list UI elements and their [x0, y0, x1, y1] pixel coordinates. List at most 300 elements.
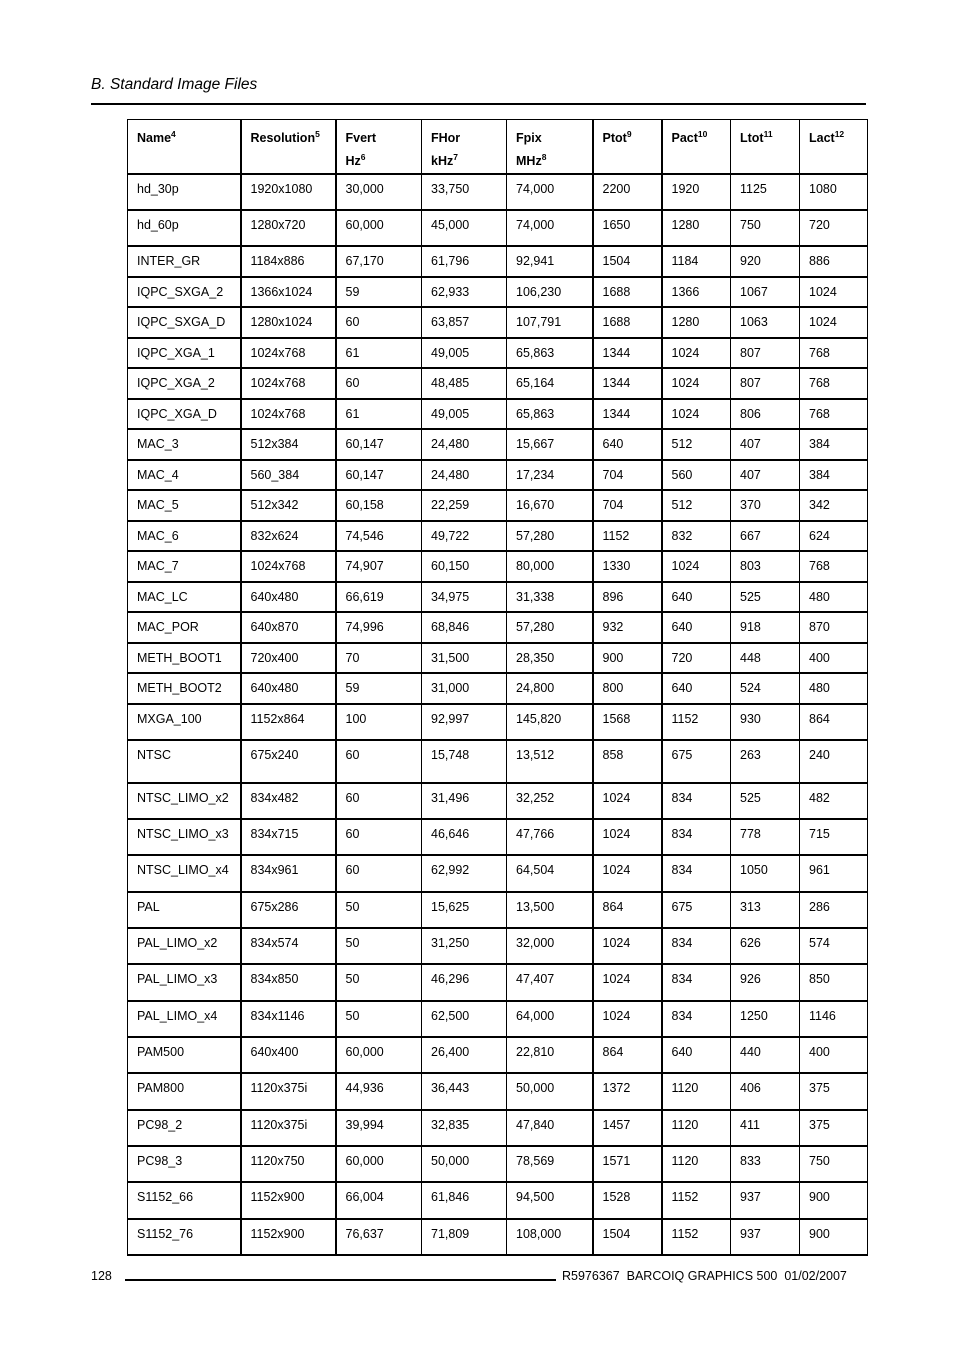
table-row — [128, 429, 868, 460]
table-cell: 32,835 — [422, 1110, 507, 1146]
document-reference: R5976367 BARCOIQ GRAPHICS 500 01/02/2007 — [562, 1269, 847, 1283]
table-cell: 1250 — [731, 1001, 800, 1037]
table-row — [128, 210, 868, 246]
table-cell: 60,147 — [336, 460, 422, 490]
table-header-row — [128, 120, 868, 175]
table-cell: 1067 — [731, 277, 800, 307]
table-cell: 313 — [731, 892, 800, 928]
column-header — [422, 120, 507, 175]
table-cell: IQPC_SXGA_2 — [128, 277, 241, 307]
table-cell: 31,000 — [422, 673, 507, 704]
table-cell: 13,500 — [507, 892, 593, 928]
table-cell: 937 — [731, 1219, 800, 1255]
table-cell: 74,907 — [336, 551, 422, 582]
table-cell: 15,625 — [422, 892, 507, 928]
table-cell: 1920x1080 — [241, 174, 336, 210]
table-cell: 34,975 — [422, 582, 507, 612]
table-cell: 640 — [593, 429, 662, 460]
table-cell: 384 — [800, 460, 868, 490]
table-cell: 750 — [731, 210, 800, 246]
table-cell: 1344 — [593, 368, 662, 399]
table-cell: 74,546 — [336, 521, 422, 551]
table-cell: 400 — [800, 643, 868, 673]
table-cell: 1063 — [731, 307, 800, 338]
table-cell: 60 — [336, 740, 422, 783]
table-cell: 1920 — [662, 174, 731, 210]
table-cell: 16,670 — [507, 490, 593, 521]
table-cell: 61,846 — [422, 1182, 507, 1219]
table-cell: 640 — [662, 673, 731, 704]
table-cell: 834x850 — [241, 964, 336, 1001]
table-cell: 1024 — [662, 551, 731, 582]
table-row — [128, 1146, 868, 1182]
table-row — [128, 704, 868, 740]
table-cell: NTSC_LIMO_x3 — [128, 819, 241, 855]
table-cell: 640x480 — [241, 673, 336, 704]
table-cell: 62,933 — [422, 277, 507, 307]
table-cell: 834x715 — [241, 819, 336, 855]
table-cell: 62,500 — [422, 1001, 507, 1037]
table-cell: 94,500 — [507, 1182, 593, 1219]
table-cell: 15,748 — [422, 740, 507, 783]
table-cell: 440 — [731, 1037, 800, 1073]
table-cell: 482 — [800, 783, 868, 819]
table-cell: 60,000 — [336, 1037, 422, 1073]
table-cell: 50,000 — [507, 1073, 593, 1110]
table-cell: 574 — [800, 928, 868, 964]
table-cell: 100 — [336, 704, 422, 740]
table-cell: 60 — [336, 307, 422, 338]
table-cell: PAL — [128, 892, 241, 928]
table-cell: 932 — [593, 612, 662, 643]
table-cell: 71,809 — [422, 1219, 507, 1255]
table-cell: 832x624 — [241, 521, 336, 551]
table-cell: 1568 — [593, 704, 662, 740]
table-cell: 24,480 — [422, 429, 507, 460]
column-header — [800, 120, 868, 175]
table-cell: 286 — [800, 892, 868, 928]
table-row — [128, 307, 868, 338]
table-row — [128, 399, 868, 429]
table-cell: 448 — [731, 643, 800, 673]
table-cell: 407 — [731, 429, 800, 460]
footer-rule — [125, 1279, 556, 1281]
table-cell: 78,569 — [507, 1146, 593, 1182]
table-cell: 834 — [662, 928, 731, 964]
table-cell: 720 — [800, 210, 868, 246]
table-cell: 22,259 — [422, 490, 507, 521]
table-cell: 768 — [800, 368, 868, 399]
footnote-ref: 6 — [360, 152, 366, 162]
table-cell: 407 — [731, 460, 800, 490]
table-cell: 74,000 — [507, 174, 593, 210]
table-cell: 1024 — [662, 338, 731, 368]
table-cell: 32,000 — [507, 928, 593, 964]
table-cell: 1024 — [593, 964, 662, 1001]
table-cell: 926 — [731, 964, 800, 1001]
column-label: Pact — [671, 131, 698, 145]
table-cell: 57,280 — [507, 612, 593, 643]
table-cell: 240 — [800, 740, 868, 783]
table-cell: 49,005 — [422, 338, 507, 368]
table-cell: 31,338 — [507, 582, 593, 612]
table-cell: 1344 — [593, 338, 662, 368]
table-row — [128, 1001, 868, 1037]
table-cell: 834 — [662, 819, 731, 855]
table-row — [128, 582, 868, 612]
table-cell: 1120x375i — [241, 1073, 336, 1110]
table-cell: 961 — [800, 855, 868, 892]
table-cell: 1280 — [662, 307, 731, 338]
table-cell: 1688 — [593, 277, 662, 307]
table-cell: 1120 — [662, 1073, 731, 1110]
table-cell: 900 — [593, 643, 662, 673]
table-cell: 31,496 — [422, 783, 507, 819]
table-cell: 675x240 — [241, 740, 336, 783]
table-cell: 46,296 — [422, 964, 507, 1001]
table-cell: 1024 — [593, 1001, 662, 1037]
table-cell: 61 — [336, 399, 422, 429]
table-cell: 32,252 — [507, 783, 593, 819]
table-cell: 1024 — [593, 928, 662, 964]
table-cell: 918 — [731, 612, 800, 643]
column-header — [662, 120, 731, 175]
column-header — [128, 120, 241, 175]
table-cell: hd_30p — [128, 174, 241, 210]
table-cell: 834 — [662, 855, 731, 892]
table-cell: 525 — [731, 582, 800, 612]
table-row — [128, 490, 868, 521]
table-cell: 31,250 — [422, 928, 507, 964]
table-cell: 715 — [800, 819, 868, 855]
table-cell: 60,147 — [336, 429, 422, 460]
table-cell: 1024 — [800, 277, 868, 307]
table-cell: 107,791 — [507, 307, 593, 338]
table-cell: 28,350 — [507, 643, 593, 673]
table-cell: 80,000 — [507, 551, 593, 582]
table-cell: 524 — [731, 673, 800, 704]
table-cell: 45,000 — [422, 210, 507, 246]
table-cell: 834x961 — [241, 855, 336, 892]
table-cell: PAL_LIMO_x3 — [128, 964, 241, 1001]
footnote-ref: 9 — [626, 129, 632, 139]
table-cell: 1330 — [593, 551, 662, 582]
table-cell: 937 — [731, 1182, 800, 1219]
table-cell: MAC_3 — [128, 429, 241, 460]
table-cell: 834 — [662, 1001, 731, 1037]
table-cell: 92,997 — [422, 704, 507, 740]
table-cell: 31,500 — [422, 643, 507, 673]
table-cell: 411 — [731, 1110, 800, 1146]
table-row — [128, 740, 868, 783]
table-cell: 60 — [336, 368, 422, 399]
table-row — [128, 643, 868, 673]
table-cell: 60,000 — [336, 1146, 422, 1182]
table-row — [128, 460, 868, 490]
table-cell: 384 — [800, 429, 868, 460]
table-cell: 870 — [800, 612, 868, 643]
table-cell: 400 — [800, 1037, 868, 1073]
table-cell: 512 — [662, 429, 731, 460]
table-cell: 900 — [800, 1182, 868, 1219]
page-number: 128 — [91, 1269, 112, 1283]
table-cell: 834x482 — [241, 783, 336, 819]
column-unit: Hz — [345, 154, 361, 168]
table-cell: 59 — [336, 277, 422, 307]
table-cell: 50 — [336, 928, 422, 964]
table-cell: 1184x886 — [241, 246, 336, 277]
table-cell: 70 — [336, 643, 422, 673]
table-row — [128, 174, 868, 210]
table-cell: 675 — [662, 892, 731, 928]
table-row — [128, 1073, 868, 1110]
table-cell: 65,164 — [507, 368, 593, 399]
table-row — [128, 783, 868, 819]
column-label: FHor — [431, 131, 461, 145]
table-row — [128, 1219, 868, 1255]
table-cell: 65,863 — [507, 338, 593, 368]
table-cell: 24,480 — [422, 460, 507, 490]
table-cell: 15,667 — [507, 429, 593, 460]
table-cell: 480 — [800, 673, 868, 704]
column-unit: kHz — [431, 154, 454, 168]
table-cell: 92,941 — [507, 246, 593, 277]
table-cell: 1120 — [662, 1146, 731, 1182]
table-cell: 1120x375i — [241, 1110, 336, 1146]
table-cell: 1372 — [593, 1073, 662, 1110]
table-cell: 834x1146 — [241, 1001, 336, 1037]
column-label: Ptot — [602, 131, 627, 145]
column-label: Name — [137, 131, 172, 145]
table-cell: 886 — [800, 246, 868, 277]
table-cell: 512x384 — [241, 429, 336, 460]
table-cell: 803 — [731, 551, 800, 582]
table-cell: 1120 — [662, 1110, 731, 1146]
table-cell: 1024 — [662, 368, 731, 399]
table-cell: MAC_4 — [128, 460, 241, 490]
table-cell: 49,722 — [422, 521, 507, 551]
table-cell: 48,485 — [422, 368, 507, 399]
table-cell: 640x870 — [241, 612, 336, 643]
table-cell: S1152_76 — [128, 1219, 241, 1255]
table-cell: 406 — [731, 1073, 800, 1110]
table-cell: 480 — [800, 582, 868, 612]
table-cell: METH_BOOT2 — [128, 673, 241, 704]
table-cell: 66,619 — [336, 582, 422, 612]
table-cell: 50 — [336, 892, 422, 928]
table-cell: 1050 — [731, 855, 800, 892]
table-cell: 560 — [662, 460, 731, 490]
table-cell: 834 — [662, 964, 731, 1001]
table-cell: 60 — [336, 783, 422, 819]
table-cell: 66,004 — [336, 1182, 422, 1219]
table-cell: 807 — [731, 338, 800, 368]
table-cell: 704 — [593, 460, 662, 490]
table-cell: 768 — [800, 399, 868, 429]
column-header — [507, 120, 593, 175]
image-files-table — [127, 119, 868, 1256]
table-cell: 67,170 — [336, 246, 422, 277]
table-cell: hd_60p — [128, 210, 241, 246]
table-cell: 807 — [731, 368, 800, 399]
table-cell: 864 — [593, 1037, 662, 1073]
table-cell: 2200 — [593, 174, 662, 210]
table-cell: 1024 — [593, 819, 662, 855]
table-cell: 1024x768 — [241, 338, 336, 368]
table-cell: 76,637 — [336, 1219, 422, 1255]
table-cell: 768 — [800, 551, 868, 582]
table-cell: 1688 — [593, 307, 662, 338]
table-cell: 68,846 — [422, 612, 507, 643]
table-cell: 1366x1024 — [241, 277, 336, 307]
table-cell: 46,646 — [422, 819, 507, 855]
column-unit: MHz — [516, 154, 542, 168]
table-cell: 640 — [662, 612, 731, 643]
table-cell: 65,863 — [507, 399, 593, 429]
table-cell: 750 — [800, 1146, 868, 1182]
table-cell: 834x574 — [241, 928, 336, 964]
table-cell: 60 — [336, 855, 422, 892]
table-cell: 64,000 — [507, 1001, 593, 1037]
table-row — [128, 368, 868, 399]
table-cell: 64,504 — [507, 855, 593, 892]
table-cell: 1504 — [593, 1219, 662, 1255]
table-cell: NTSC_LIMO_x2 — [128, 783, 241, 819]
table-row — [128, 855, 868, 892]
table-cell: 33,750 — [422, 174, 507, 210]
table-cell: 1152 — [662, 704, 731, 740]
table-cell: 1125 — [731, 174, 800, 210]
table-cell: 1184 — [662, 246, 731, 277]
table-cell: 60 — [336, 819, 422, 855]
table-cell: 834 — [662, 783, 731, 819]
table-row — [128, 551, 868, 582]
table-cell: 61,796 — [422, 246, 507, 277]
table-cell: PAL_LIMO_x4 — [128, 1001, 241, 1037]
table-row — [128, 521, 868, 551]
table-cell: 864 — [593, 892, 662, 928]
table-cell: 1080 — [800, 174, 868, 210]
table-cell: 626 — [731, 928, 800, 964]
table-cell: 60,150 — [422, 551, 507, 582]
column-label: Fpix — [516, 131, 542, 145]
column-label: Lact — [809, 131, 835, 145]
table-cell: 675x286 — [241, 892, 336, 928]
table-cell: PAM500 — [128, 1037, 241, 1073]
table-cell: 675 — [662, 740, 731, 783]
table-cell: MAC_7 — [128, 551, 241, 582]
column-label: Resolution — [250, 131, 316, 145]
table-cell: PC98_3 — [128, 1146, 241, 1182]
table-cell: 850 — [800, 964, 868, 1001]
table-cell: 1504 — [593, 246, 662, 277]
table-cell: MAC_POR — [128, 612, 241, 643]
table-row — [128, 964, 868, 1001]
table-cell: 1528 — [593, 1182, 662, 1219]
footnote-ref: 4 — [171, 129, 176, 139]
table-cell: IQPC_XGA_2 — [128, 368, 241, 399]
table-cell: 370 — [731, 490, 800, 521]
table-cell: 63,857 — [422, 307, 507, 338]
table-row — [128, 1182, 868, 1219]
table-cell: 1024x768 — [241, 368, 336, 399]
table-cell: 106,230 — [507, 277, 593, 307]
table-cell: 57,280 — [507, 521, 593, 551]
table-cell: 640x480 — [241, 582, 336, 612]
table-cell: IQPC_XGA_1 — [128, 338, 241, 368]
column-label: Ltot — [740, 131, 764, 145]
table-cell: 800 — [593, 673, 662, 704]
table-cell: 1650 — [593, 210, 662, 246]
table-cell: 74,996 — [336, 612, 422, 643]
table-cell: PC98_2 — [128, 1110, 241, 1146]
table-cell: 525 — [731, 783, 800, 819]
table-row — [128, 673, 868, 704]
table-cell: 1024 — [662, 399, 731, 429]
table-cell: 1024 — [800, 307, 868, 338]
table-cell: 22,810 — [507, 1037, 593, 1073]
table-cell: METH_BOOT1 — [128, 643, 241, 673]
table-cell: 375 — [800, 1110, 868, 1146]
table-cell: 44,936 — [336, 1073, 422, 1110]
table-cell: 640 — [662, 582, 731, 612]
table-body — [128, 174, 868, 1255]
table-cell: MAC_6 — [128, 521, 241, 551]
table-cell: 59 — [336, 673, 422, 704]
table-cell: PAM800 — [128, 1073, 241, 1110]
footnote-ref: 10 — [697, 129, 708, 139]
column-header — [593, 120, 662, 175]
table-cell: IQPC_XGA_D — [128, 399, 241, 429]
table-cell: 50,000 — [422, 1146, 507, 1182]
table-cell: 833 — [731, 1146, 800, 1182]
table-cell: 1280x1024 — [241, 307, 336, 338]
footnote-ref: 12 — [834, 129, 845, 139]
table-cell: 60,000 — [336, 210, 422, 246]
table-cell: 13,512 — [507, 740, 593, 783]
table-cell: 1152 — [662, 1219, 731, 1255]
column-header — [731, 120, 800, 175]
table-cell: 720x400 — [241, 643, 336, 673]
table-cell: 145,820 — [507, 704, 593, 740]
table-row — [128, 819, 868, 855]
table-cell: 50 — [336, 1001, 422, 1037]
footnote-ref: 8 — [541, 152, 547, 162]
table-row — [128, 1110, 868, 1146]
table-cell: 768 — [800, 338, 868, 368]
table-cell: 74,000 — [507, 210, 593, 246]
table-cell: S1152_66 — [128, 1182, 241, 1219]
table-cell: PAL_LIMO_x2 — [128, 928, 241, 964]
table-row — [128, 338, 868, 368]
table-cell: 342 — [800, 490, 868, 521]
table-cell: 512 — [662, 490, 731, 521]
table-cell: 720 — [662, 643, 731, 673]
table-cell: 26,400 — [422, 1037, 507, 1073]
table-cell: 1344 — [593, 399, 662, 429]
section-title: B. Standard Image Files — [91, 76, 258, 93]
table-cell: 62,992 — [422, 855, 507, 892]
table-cell: 61 — [336, 338, 422, 368]
table-cell: 1571 — [593, 1146, 662, 1182]
table-cell: MXGA_100 — [128, 704, 241, 740]
column-label: Fvert — [345, 131, 377, 145]
table-cell: 640 — [662, 1037, 731, 1073]
column-header — [241, 120, 336, 175]
table-cell: MAC_LC — [128, 582, 241, 612]
table-cell: 930 — [731, 704, 800, 740]
table-row — [128, 928, 868, 964]
